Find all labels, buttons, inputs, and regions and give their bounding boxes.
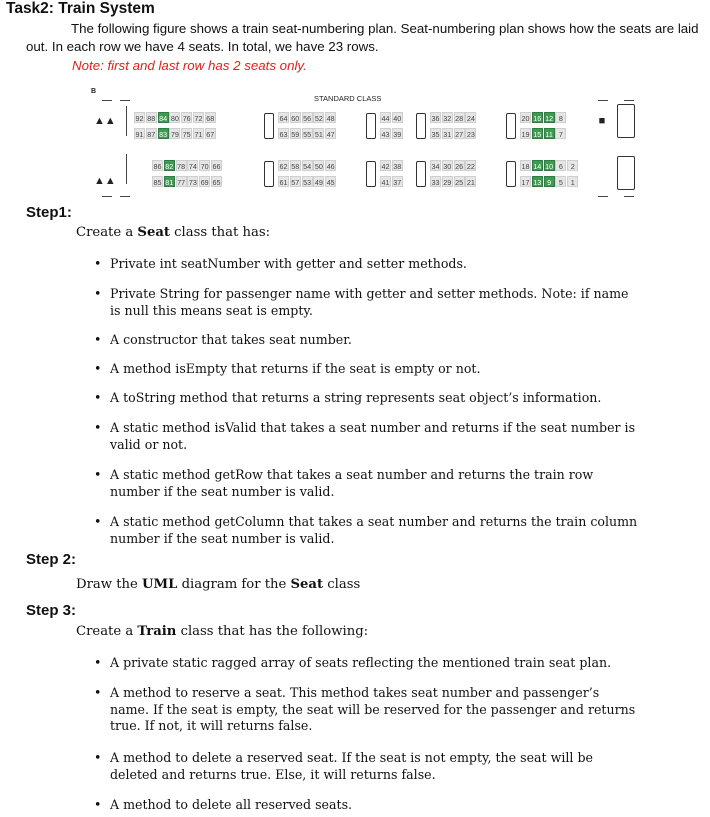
plan-line <box>624 100 634 101</box>
seat-cell: 52 <box>314 114 323 123</box>
step1-heading: Step1: <box>26 204 72 221</box>
list-item <box>94 286 639 319</box>
seat-cell: 21 <box>466 178 475 187</box>
toilet-icon: ▲▲ <box>94 175 116 187</box>
seat-cell: 15 <box>533 130 542 139</box>
step3-lead-prefix: Create a <box>76 624 138 639</box>
seat-cell: 44 <box>381 114 390 123</box>
door-gap <box>416 161 426 187</box>
page-title: Task2: Train System <box>6 0 155 17</box>
seat-cell: 51 <box>314 130 323 139</box>
list-item-text: A private static ragged array of seats reflecting the mentioned train seat plan. <box>110 655 612 670</box>
seat-cell: 46 <box>326 162 335 171</box>
seat-cell: 8 <box>555 112 566 123</box>
plan-label: STANDARD CLASS <box>314 94 382 103</box>
seat-cell: 61 <box>279 178 288 187</box>
door-gap <box>366 161 376 187</box>
seat-cell: 22 <box>466 162 475 171</box>
list-item-text: A method to delete all reserved seats. <box>110 797 353 812</box>
seat-cell: 7 <box>555 128 566 139</box>
seat-cell: 5 <box>555 176 566 187</box>
step3-lead-suffix: class that has the following: <box>176 624 369 639</box>
seat-cell: 85 <box>153 178 162 187</box>
seat-cell: 72 <box>194 114 203 123</box>
seat-cell: 40 <box>393 114 402 123</box>
seat-cell: 34 <box>431 162 440 171</box>
list-item-text: A constructor that takes seat number. <box>110 332 352 347</box>
seat-cell: 67 <box>206 130 215 139</box>
seat-cell: 60 <box>291 114 300 123</box>
seat-cell: 62 <box>279 162 288 171</box>
note-text: Note: first and last row has 2 seats only. <box>72 58 307 73</box>
seat-cell: 83 <box>159 130 168 139</box>
step2-suffix: class <box>323 577 361 592</box>
list-item <box>94 797 639 814</box>
seat-cell: 41 <box>381 178 390 187</box>
plan-line <box>120 100 130 101</box>
seat-cell: 53 <box>303 178 312 187</box>
seat-cell: 10 <box>545 162 554 171</box>
seat-cell: 76 <box>182 114 191 123</box>
list-item-text: A static method isValid that takes a seat number and returns if the seat number is valid or not. <box>110 420 636 452</box>
door-gap <box>506 161 516 187</box>
list-item-text: Private int seatNumber with getter and setter methods. <box>110 256 467 271</box>
seat-cell: 13 <box>533 178 542 187</box>
list-item <box>94 685 639 735</box>
plan-wall <box>126 154 127 184</box>
step3-lead <box>76 624 368 639</box>
seat-cell: 25 <box>455 178 464 187</box>
seat-cell: 86 <box>153 162 162 171</box>
list-item <box>94 655 639 672</box>
seat-cell: 47 <box>326 130 335 139</box>
plan-line <box>120 196 130 197</box>
seat-cell: 18 <box>521 162 530 171</box>
plan-line <box>102 100 112 101</box>
seat-cell: 54 <box>303 162 312 171</box>
seat-cell: 29 <box>443 178 452 187</box>
seat-cell: 12 <box>545 114 554 123</box>
plan-line <box>598 196 608 197</box>
seat-cell: 78 <box>177 162 186 171</box>
list-item <box>94 332 639 349</box>
seat-cell: 36 <box>431 114 440 123</box>
seat-cell: 74 <box>188 162 197 171</box>
seat-cell: 2 <box>567 160 578 171</box>
seat-cell: 73 <box>188 178 197 187</box>
seat-cell: 16 <box>533 114 542 123</box>
seat-cell: 1 <box>567 176 578 187</box>
step1-lead-prefix: Create a <box>76 225 138 240</box>
seat-cell: 82 <box>165 162 174 171</box>
seat-cell: 19 <box>521 130 530 139</box>
seat-cell: 49 <box>314 178 323 187</box>
seat-cell: 71 <box>194 130 203 139</box>
seat-cell: 50 <box>314 162 323 171</box>
list-item <box>94 361 639 378</box>
seat-cell: 48 <box>326 114 335 123</box>
seat-cell: 33 <box>431 178 440 187</box>
intro-paragraph: The following figure shows a train seat-numbering plan. Seat-numbering plan shows how the seats are laid out. In each row we have 4 seats. In total, we have 23 rows. <box>26 21 699 54</box>
list-item <box>94 256 639 273</box>
seat-cell: 43 <box>381 130 390 139</box>
seat-cell: 70 <box>200 162 209 171</box>
seat-cell: 79 <box>170 130 179 139</box>
seat-cell: 55 <box>303 130 312 139</box>
step3-heading: Step 3: <box>26 602 77 619</box>
seat-cell: 64 <box>279 114 288 123</box>
seat-cell: 31 <box>443 130 452 139</box>
step2-prefix: Draw the <box>76 577 143 592</box>
plan-line <box>102 196 112 197</box>
door-gap <box>366 113 376 139</box>
step2-heading: Step 2: <box>26 551 77 568</box>
step1-lead <box>76 225 270 240</box>
seat-cell: 38 <box>393 162 402 171</box>
seat-cell: 77 <box>177 178 186 187</box>
seat-cell: 68 <box>206 114 215 123</box>
door-gap <box>506 113 516 139</box>
plan-line <box>624 196 634 197</box>
seat-cell: 63 <box>279 130 288 139</box>
seat-cell: 30 <box>443 162 452 171</box>
door-gap <box>416 113 426 139</box>
seat-cell: 35 <box>431 130 440 139</box>
step1-lead-suffix: class that has: <box>169 225 271 240</box>
toilet-icon: ▲▲ <box>94 115 116 127</box>
seat-cell: 84 <box>159 114 168 123</box>
seat-plan-figure <box>84 88 644 206</box>
seat-cell: 57 <box>291 178 300 187</box>
seat-cell: 39 <box>393 130 402 139</box>
seat-cell: 81 <box>165 178 174 187</box>
exit-door <box>617 156 635 190</box>
list-item-text: Private String for passenger name with getter and setter methods. Note: if name is null this means seat is empty. <box>110 286 629 318</box>
seat-cell: 23 <box>466 130 475 139</box>
list-item <box>94 420 639 453</box>
luggage-icon: ■ <box>598 115 606 127</box>
list-item-text: A method to reserve a seat. This method takes seat number and passenger’s name. If the seat is empty, the seat will be reserved for the passenger and returns true. If not, it will returns false. <box>110 685 636 733</box>
step1-lead-class: Seat <box>137 225 170 240</box>
door-gap <box>264 113 274 139</box>
seat-cell: 65 <box>212 178 221 187</box>
seat-cell: 87 <box>147 130 156 139</box>
seat-cell: 58 <box>291 162 300 171</box>
seat-cell: 37 <box>393 178 402 187</box>
seat-cell: 28 <box>455 114 464 123</box>
plan-marker-b: B <box>91 88 97 95</box>
plan-line <box>598 100 608 101</box>
seat-cell: 88 <box>147 114 156 123</box>
step2-bold-uml: UML <box>142 577 178 592</box>
seat-cell: 27 <box>455 130 464 139</box>
seat-cell: 59 <box>291 130 300 139</box>
seat-cell: 56 <box>303 114 312 123</box>
step2-text <box>76 577 360 592</box>
list-item <box>94 467 639 500</box>
seat-cell: 11 <box>545 130 553 139</box>
list-item <box>94 514 639 547</box>
list-item-text: A static method getColumn that takes a seat number and returns the train column number if the seat number is valid. <box>110 514 638 546</box>
door-gap <box>264 161 274 187</box>
seat-cell: 75 <box>182 130 191 139</box>
list-item-text: A method isEmpty that returns if the seat is empty or not. <box>110 361 481 376</box>
seat-cell: 20 <box>521 114 530 123</box>
step2-bold-seat: Seat <box>290 577 324 592</box>
seat-cell: 91 <box>135 130 144 139</box>
seat-cell: 32 <box>443 114 452 123</box>
step2-mid: diagram for the <box>177 577 291 592</box>
seat-cell: 92 <box>135 114 144 123</box>
plan-wall <box>126 106 127 136</box>
seat-cell: 17 <box>521 178 530 187</box>
list-item-text: A toString method that returns a string represents seat object’s information. <box>110 390 602 405</box>
seat-cell: 80 <box>170 114 179 123</box>
list-item-text: A static method getRow that takes a seat number and returns the train row number if the seat number is valid. <box>110 467 594 499</box>
seat-cell: 6 <box>555 160 566 171</box>
exit-door <box>617 104 635 138</box>
seat-cell: 9 <box>544 176 555 187</box>
step3-lead-class: Train <box>137 624 177 639</box>
list-item <box>94 390 639 407</box>
list-item-text: A method to delete a reserved seat. If the seat is not empty, the seat will be deleted and returns true. Else, it will returns false. <box>110 750 593 782</box>
seat-cell: 66 <box>212 162 221 171</box>
seat-cell: 69 <box>200 178 209 187</box>
seat-cell: 42 <box>381 162 390 171</box>
seat-cell: 26 <box>455 162 464 171</box>
list-item <box>94 750 639 783</box>
seat-cell: 14 <box>533 162 542 171</box>
seat-cell: 45 <box>326 178 335 187</box>
seat-cell: 24 <box>466 114 475 123</box>
